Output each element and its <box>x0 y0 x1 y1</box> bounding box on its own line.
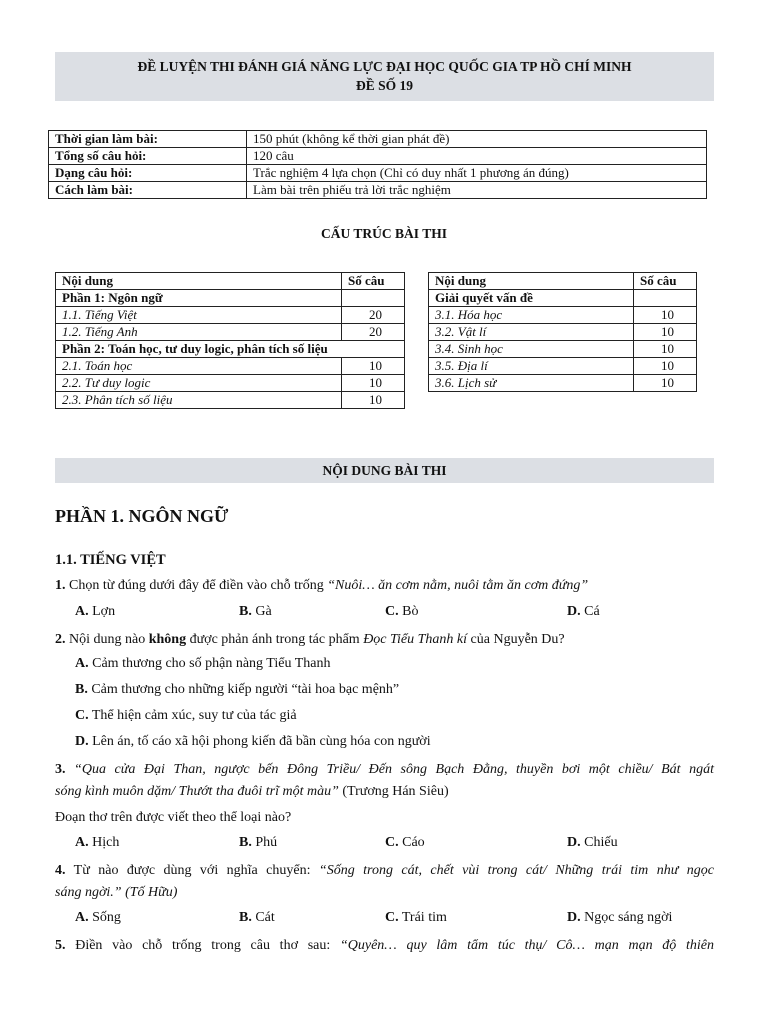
count-cell: 20 <box>342 307 405 324</box>
info-key: Tổng số câu hỏi: <box>49 148 247 165</box>
info-value: 120 câu <box>247 148 707 165</box>
option-text: Sống <box>88 910 121 925</box>
option-letter: D. <box>75 734 89 749</box>
option-text: Lợn <box>88 604 116 619</box>
option-text: Ngọc sáng ngời <box>580 910 673 925</box>
option-text: Trái tim <box>398 910 447 925</box>
question-text: Từ nào được dùng với nghĩa chuyển: <box>65 863 319 878</box>
question-quote: sáng ngời.” (Tố Hữu) <box>55 885 178 900</box>
option-b[interactable] <box>239 910 275 926</box>
col-header: Nội dung <box>56 273 342 290</box>
option-letter: D. <box>567 835 581 850</box>
question-quote: sóng kình muôn dặm/ Thướt tha đuôi trĩ một màu” <box>55 784 339 799</box>
topic-cell: 2.1. Toán học <box>56 358 342 375</box>
table-row <box>56 392 405 409</box>
option-d[interactable] <box>75 734 431 750</box>
table-row <box>56 324 405 341</box>
question-5 <box>55 936 714 956</box>
count-cell: 10 <box>634 375 697 392</box>
question-number: 1. <box>55 578 66 593</box>
option-letter: B. <box>75 682 88 697</box>
option-text: Thể hiện cảm xúc, suy tư của tác giả <box>88 708 297 723</box>
count-cell: 20 <box>342 324 405 341</box>
subsection-heading: 1.1. TIẾNG VIỆT <box>55 552 166 568</box>
option-letter: A. <box>75 656 89 671</box>
count-cell: 10 <box>634 341 697 358</box>
question-4 <box>55 861 714 881</box>
question-quote: “Sống trong cát, chết vùi trong cát/ Những trái tim như ngọc <box>318 863 714 878</box>
question-quote: “Nuôi… ăn cơm nằm, nuôi tằm ăn cơm đứng” <box>327 578 589 593</box>
option-text: Lên án, tố cáo xã hội phong kiến đã bần cùng hóa con người <box>88 734 431 749</box>
topic-cell: 1.2. Tiếng Anh <box>56 324 342 341</box>
question-text: Điền vào chỗ trống trong câu thơ sau: <box>65 938 340 953</box>
info-row <box>49 182 707 199</box>
question-3 <box>55 760 714 780</box>
option-letter: A. <box>75 835 89 850</box>
topic-cell: 3.4. Sinh học <box>429 341 634 358</box>
question-number: 2. <box>55 632 66 647</box>
section-cell: Phần 1: Ngôn ngữ <box>56 290 342 307</box>
structure-table-right <box>428 272 697 392</box>
info-row <box>49 131 707 148</box>
option-text: Gà <box>251 604 272 619</box>
info-key: Thời gian làm bài: <box>49 131 247 148</box>
option-text: Phú <box>251 835 278 850</box>
section-cell: Giải quyết vấn đề <box>429 290 634 307</box>
topic-cell: 3.2. Vật lí <box>429 324 634 341</box>
exam-title: ĐỀ LUYỆN THI ĐÁNH GIÁ NĂNG LỰC ĐẠI HỌC QUỐC GIA TP HỒ CHÍ MINH <box>137 59 632 74</box>
col-header: Nội dung <box>429 273 634 290</box>
question-2 <box>55 630 714 650</box>
question-4-cont <box>55 883 714 903</box>
count-cell: 10 <box>634 324 697 341</box>
option-a[interactable] <box>75 656 330 672</box>
exam-title-banner <box>55 52 714 101</box>
table-row <box>429 375 697 392</box>
info-row <box>49 165 707 182</box>
table-row <box>429 341 697 358</box>
col-header: Số câu <box>342 273 405 290</box>
option-text: Bò <box>398 604 419 619</box>
option-d[interactable] <box>567 910 672 926</box>
option-text: Hịch <box>88 835 120 850</box>
table-row <box>56 307 405 324</box>
section-cell: Phần 2: Toán học, tư duy logic, phân tích số liệu <box>56 341 405 358</box>
count-cell: 10 <box>342 375 405 392</box>
count-cell: 10 <box>634 307 697 324</box>
topic-cell: 3.6. Lịch sử <box>429 375 634 392</box>
option-letter: C. <box>385 604 399 619</box>
work-title: Đọc Tiểu Thanh kí <box>363 632 468 647</box>
question-text: Chọn từ đúng dưới đây để điền vào chỗ trống <box>65 578 328 593</box>
section-heading: PHẦN 1. NGÔN NGỮ <box>55 506 229 526</box>
table-row <box>56 375 405 392</box>
count-cell: 10 <box>342 358 405 375</box>
option-a[interactable] <box>75 604 115 620</box>
option-c[interactable] <box>75 708 297 724</box>
question-quote: “Qua cửa Đại Than, ngược bến Đông Triều/ Đến sông Bạch Đằng, thuyền bơi một chiều/ Bát ngát <box>65 762 714 777</box>
topic-cell: 3.1. Hóa học <box>429 307 634 324</box>
empty-cell <box>634 290 697 307</box>
option-letter: B. <box>239 604 252 619</box>
info-value: Làm bài trên phiếu trả lời trắc nghiệm <box>247 182 707 199</box>
question-text: của Nguyễn Du? <box>467 632 565 647</box>
option-letter: C. <box>385 910 399 925</box>
option-b[interactable] <box>239 604 272 620</box>
count-cell: 10 <box>634 358 697 375</box>
question-number: 3. <box>55 762 66 777</box>
topic-cell: 1.1. Tiếng Việt <box>56 307 342 324</box>
content-band: NỘI DUNG BÀI THI <box>55 458 714 483</box>
option-letter: B. <box>239 910 252 925</box>
option-letter: C. <box>75 708 89 723</box>
info-row <box>49 148 707 165</box>
table-row <box>56 290 405 307</box>
table-row <box>56 358 405 375</box>
option-text: Cá <box>580 604 600 619</box>
option-d[interactable] <box>567 835 618 851</box>
option-a[interactable] <box>75 835 119 851</box>
col-header: Số câu <box>634 273 697 290</box>
option-letter: A. <box>75 910 89 925</box>
topic-cell: 3.5. Địa lí <box>429 358 634 375</box>
quote-author: (Trương Hán Siêu) <box>338 784 449 799</box>
question-text: Nội dung nào <box>65 632 149 647</box>
table-row <box>429 358 697 375</box>
question-1 <box>55 576 714 596</box>
table-row <box>429 290 697 307</box>
option-text: Cảm thương cho những kiếp người “tài hoa bạc mệnh” <box>87 682 400 697</box>
info-value: 150 phút (không kể thời gian phát đề) <box>247 131 707 148</box>
option-text: Chiếu <box>580 835 618 850</box>
structure-title: CẤU TRÚC BÀI THI <box>321 226 447 241</box>
info-key: Dạng câu hỏi: <box>49 165 247 182</box>
table-row <box>56 341 405 358</box>
info-value: Trắc nghiệm 4 lựa chọn (Chỉ có duy nhất 1 phương án đúng) <box>247 165 707 182</box>
option-letter: A. <box>75 604 89 619</box>
table-row <box>429 324 697 341</box>
option-text: Cát <box>251 910 275 925</box>
option-b[interactable] <box>75 682 399 698</box>
question-quote: “Quyên… quy lâm tẩm túc thụ/ Cô… mạn mạn độ thiên <box>339 938 714 953</box>
info-key: Cách làm bài: <box>49 182 247 199</box>
question-3-ask: Đoạn thơ trên được viết theo thể loại nào? <box>55 810 292 825</box>
topic-cell: 2.3. Phân tích số liệu <box>56 392 342 409</box>
option-c[interactable] <box>385 835 425 851</box>
question-keyword: không <box>148 632 187 647</box>
topic-cell: 2.2. Tư duy logic <box>56 375 342 392</box>
empty-cell <box>342 290 405 307</box>
option-text: Cáo <box>398 835 425 850</box>
option-a[interactable] <box>75 910 121 926</box>
option-text: Cảm thương cho số phận nàng Tiểu Thanh <box>88 656 331 671</box>
exam-number: ĐỀ SỐ 19 <box>355 78 413 93</box>
count-cell: 10 <box>342 392 405 409</box>
table-header-row <box>429 273 697 290</box>
option-letter: B. <box>239 835 252 850</box>
question-number: 5. <box>55 938 66 953</box>
option-c[interactable] <box>385 604 418 620</box>
option-c[interactable] <box>385 910 447 926</box>
option-letter: D. <box>567 910 581 925</box>
question-text: được phản ánh trong tác phẩm <box>186 632 364 647</box>
table-row <box>429 307 697 324</box>
table-header-row <box>56 273 405 290</box>
question-3-cont <box>55 782 714 802</box>
option-d[interactable] <box>567 604 600 620</box>
structure-table-left <box>55 272 405 409</box>
option-letter: C. <box>385 835 399 850</box>
question-number: 4. <box>55 863 66 878</box>
option-b[interactable] <box>239 835 277 851</box>
option-letter: D. <box>567 604 581 619</box>
exam-info-table <box>48 130 707 199</box>
